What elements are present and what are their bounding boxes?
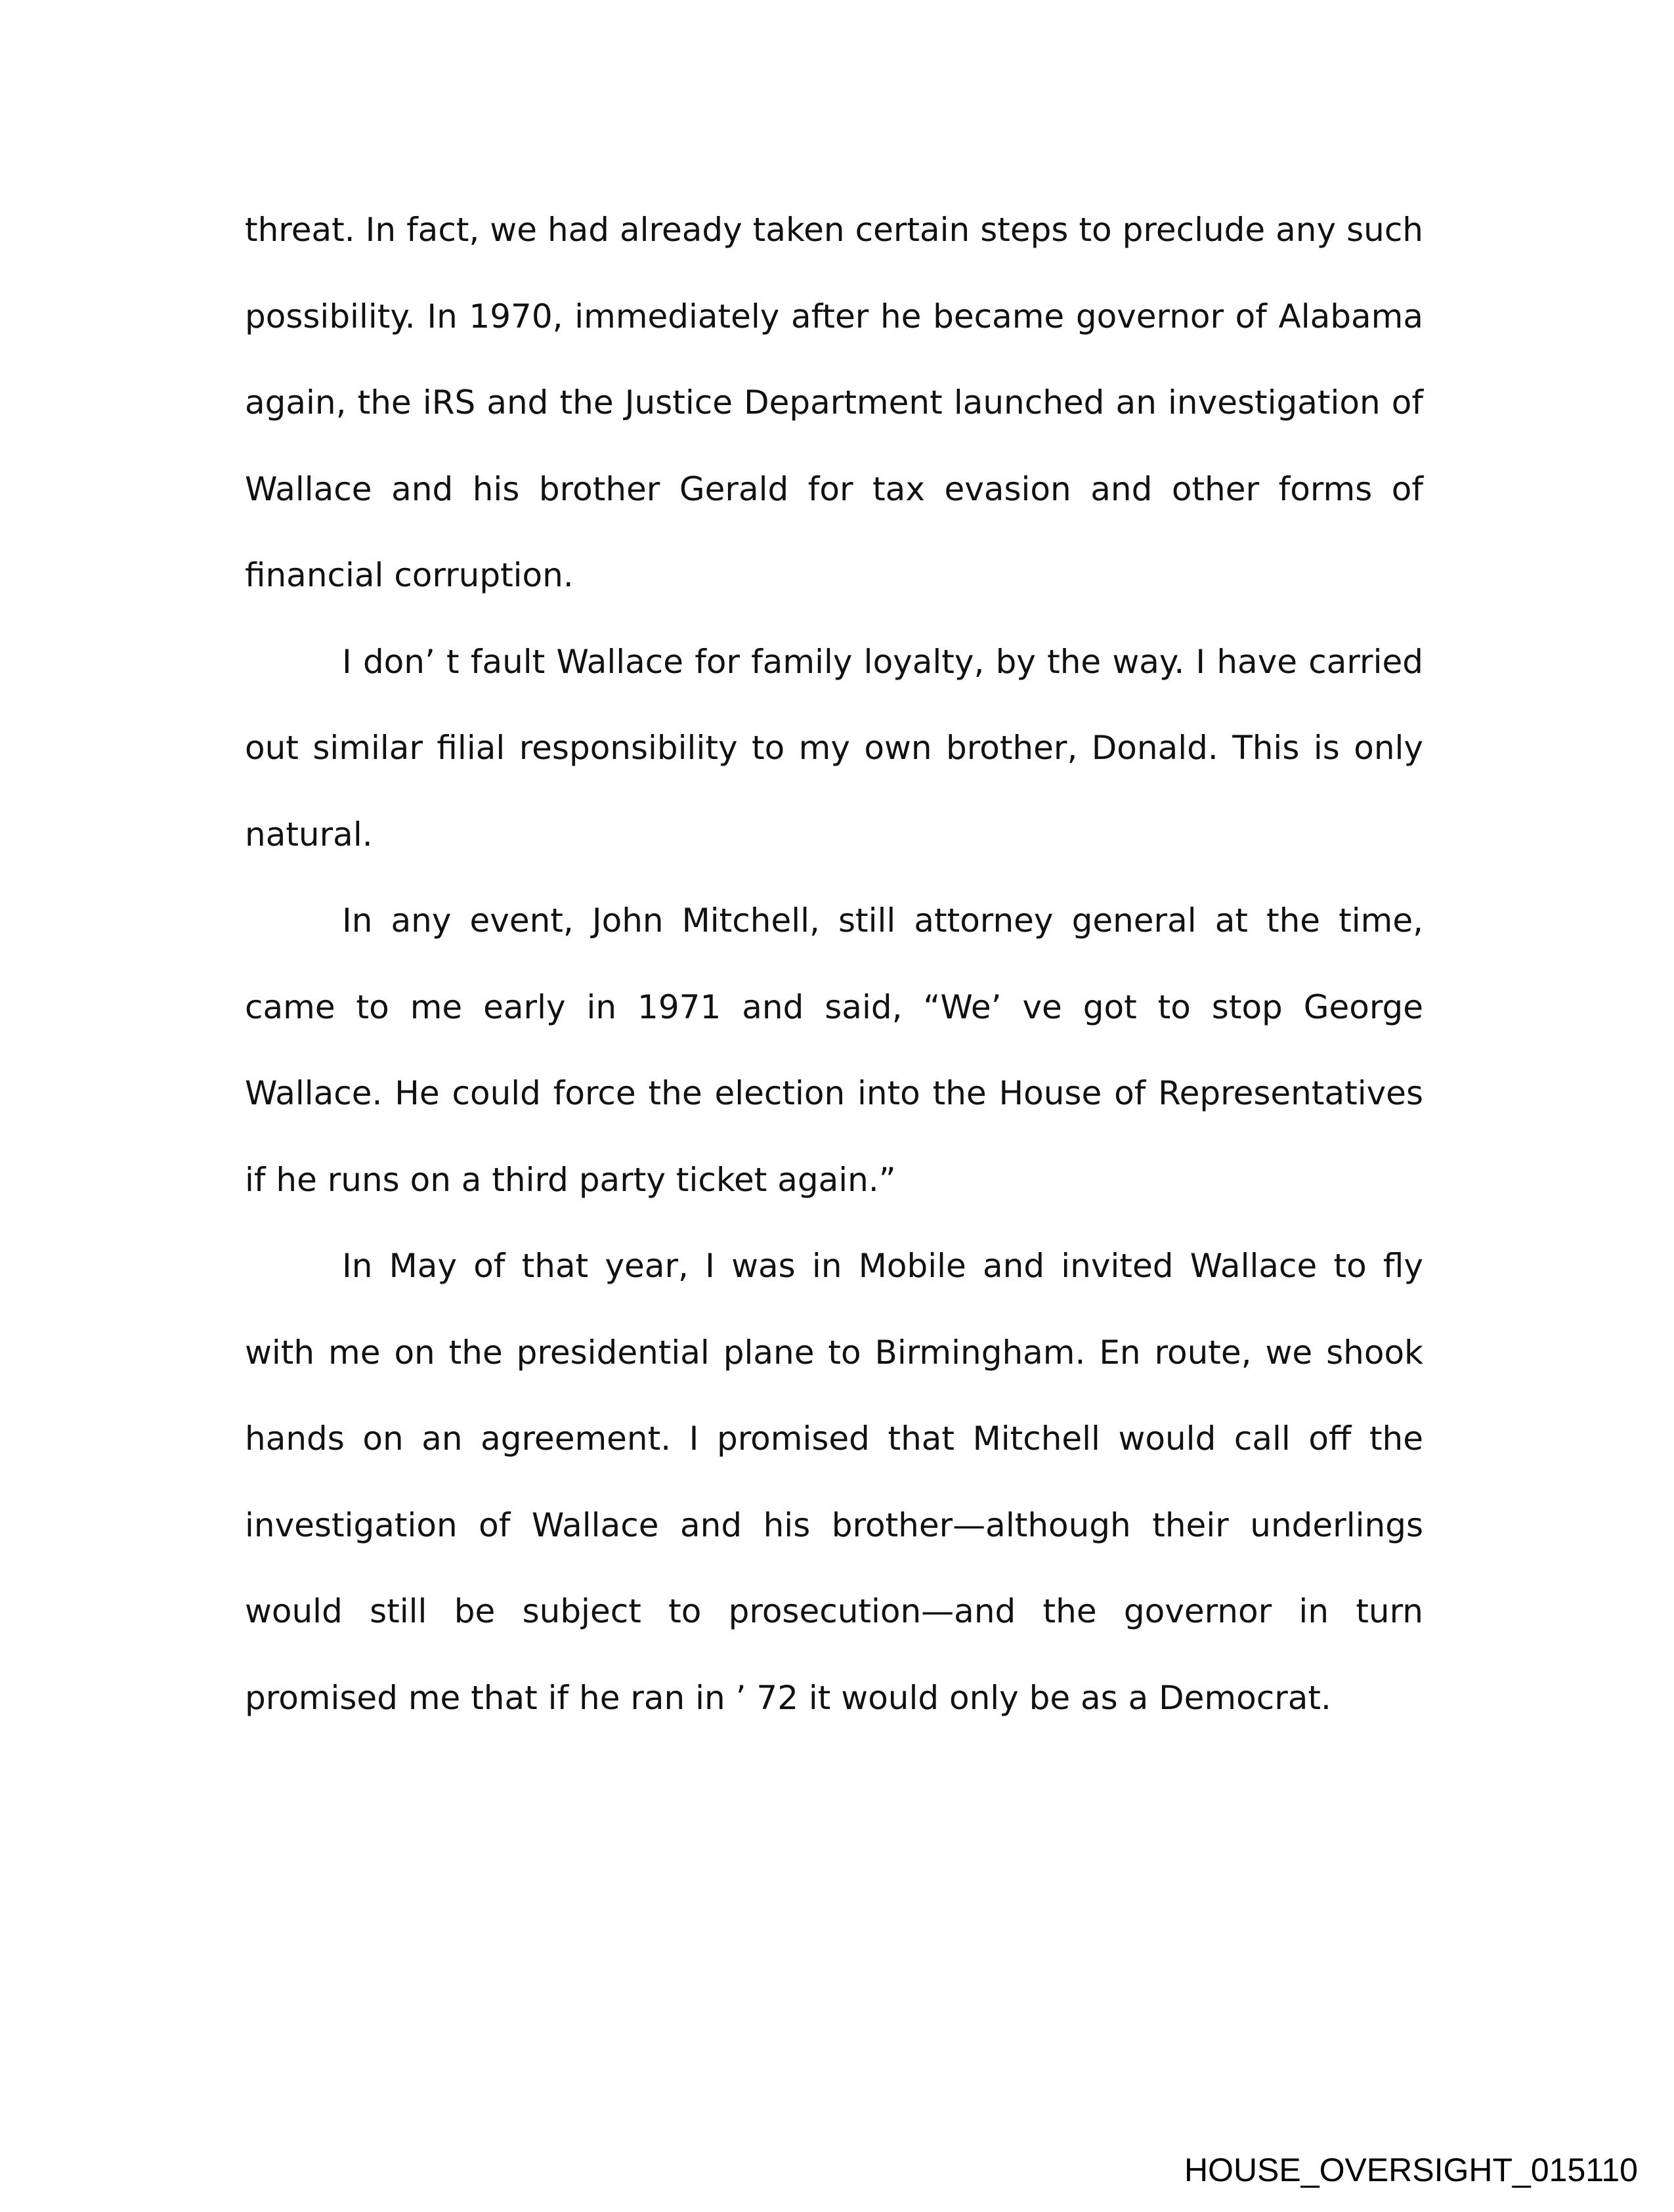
body-text — [245, 187, 1423, 1741]
paragraph-1: threat. In fact, we had already taken certain steps to preclude any such possibility. In 1970, immediately after he became governor of Alabama again, the iRS and the Justice Department launched an investigation of Wallace and his brother Gerald for tax evasion and other forms of financial corruption. — [245, 211, 1423, 594]
paragraph-2: I don’ t fault Wallace for family loyalty, by the way. I have carried out similar filial responsibility to my own brother, Donald. This is only natural. — [245, 642, 1423, 854]
paragraph-4: In May of that year, I was in Mobile and invited Wallace to fly with me on the presidential plane to Birmingham. En route, we shook hands on an agreement. I promised that Mitchell would call off the investigation of Wallace and his brother—although their underlings would still be subject to prosecution—and the governor in turn promised me that if he ran in ’ 72 it would only be as a Democrat. — [245, 1247, 1423, 1717]
bates-stamp: HOUSE_OVERSIGHT_015110 — [1184, 2152, 1638, 2188]
paragraph-3: In any event, John Mitchell, still attorney general at the time, came to me early in 1971 and said, “We’ ve got to stop George Wallace. He could force the election into the House of Representatives if he runs on a third party ticket again.” — [245, 901, 1423, 1199]
